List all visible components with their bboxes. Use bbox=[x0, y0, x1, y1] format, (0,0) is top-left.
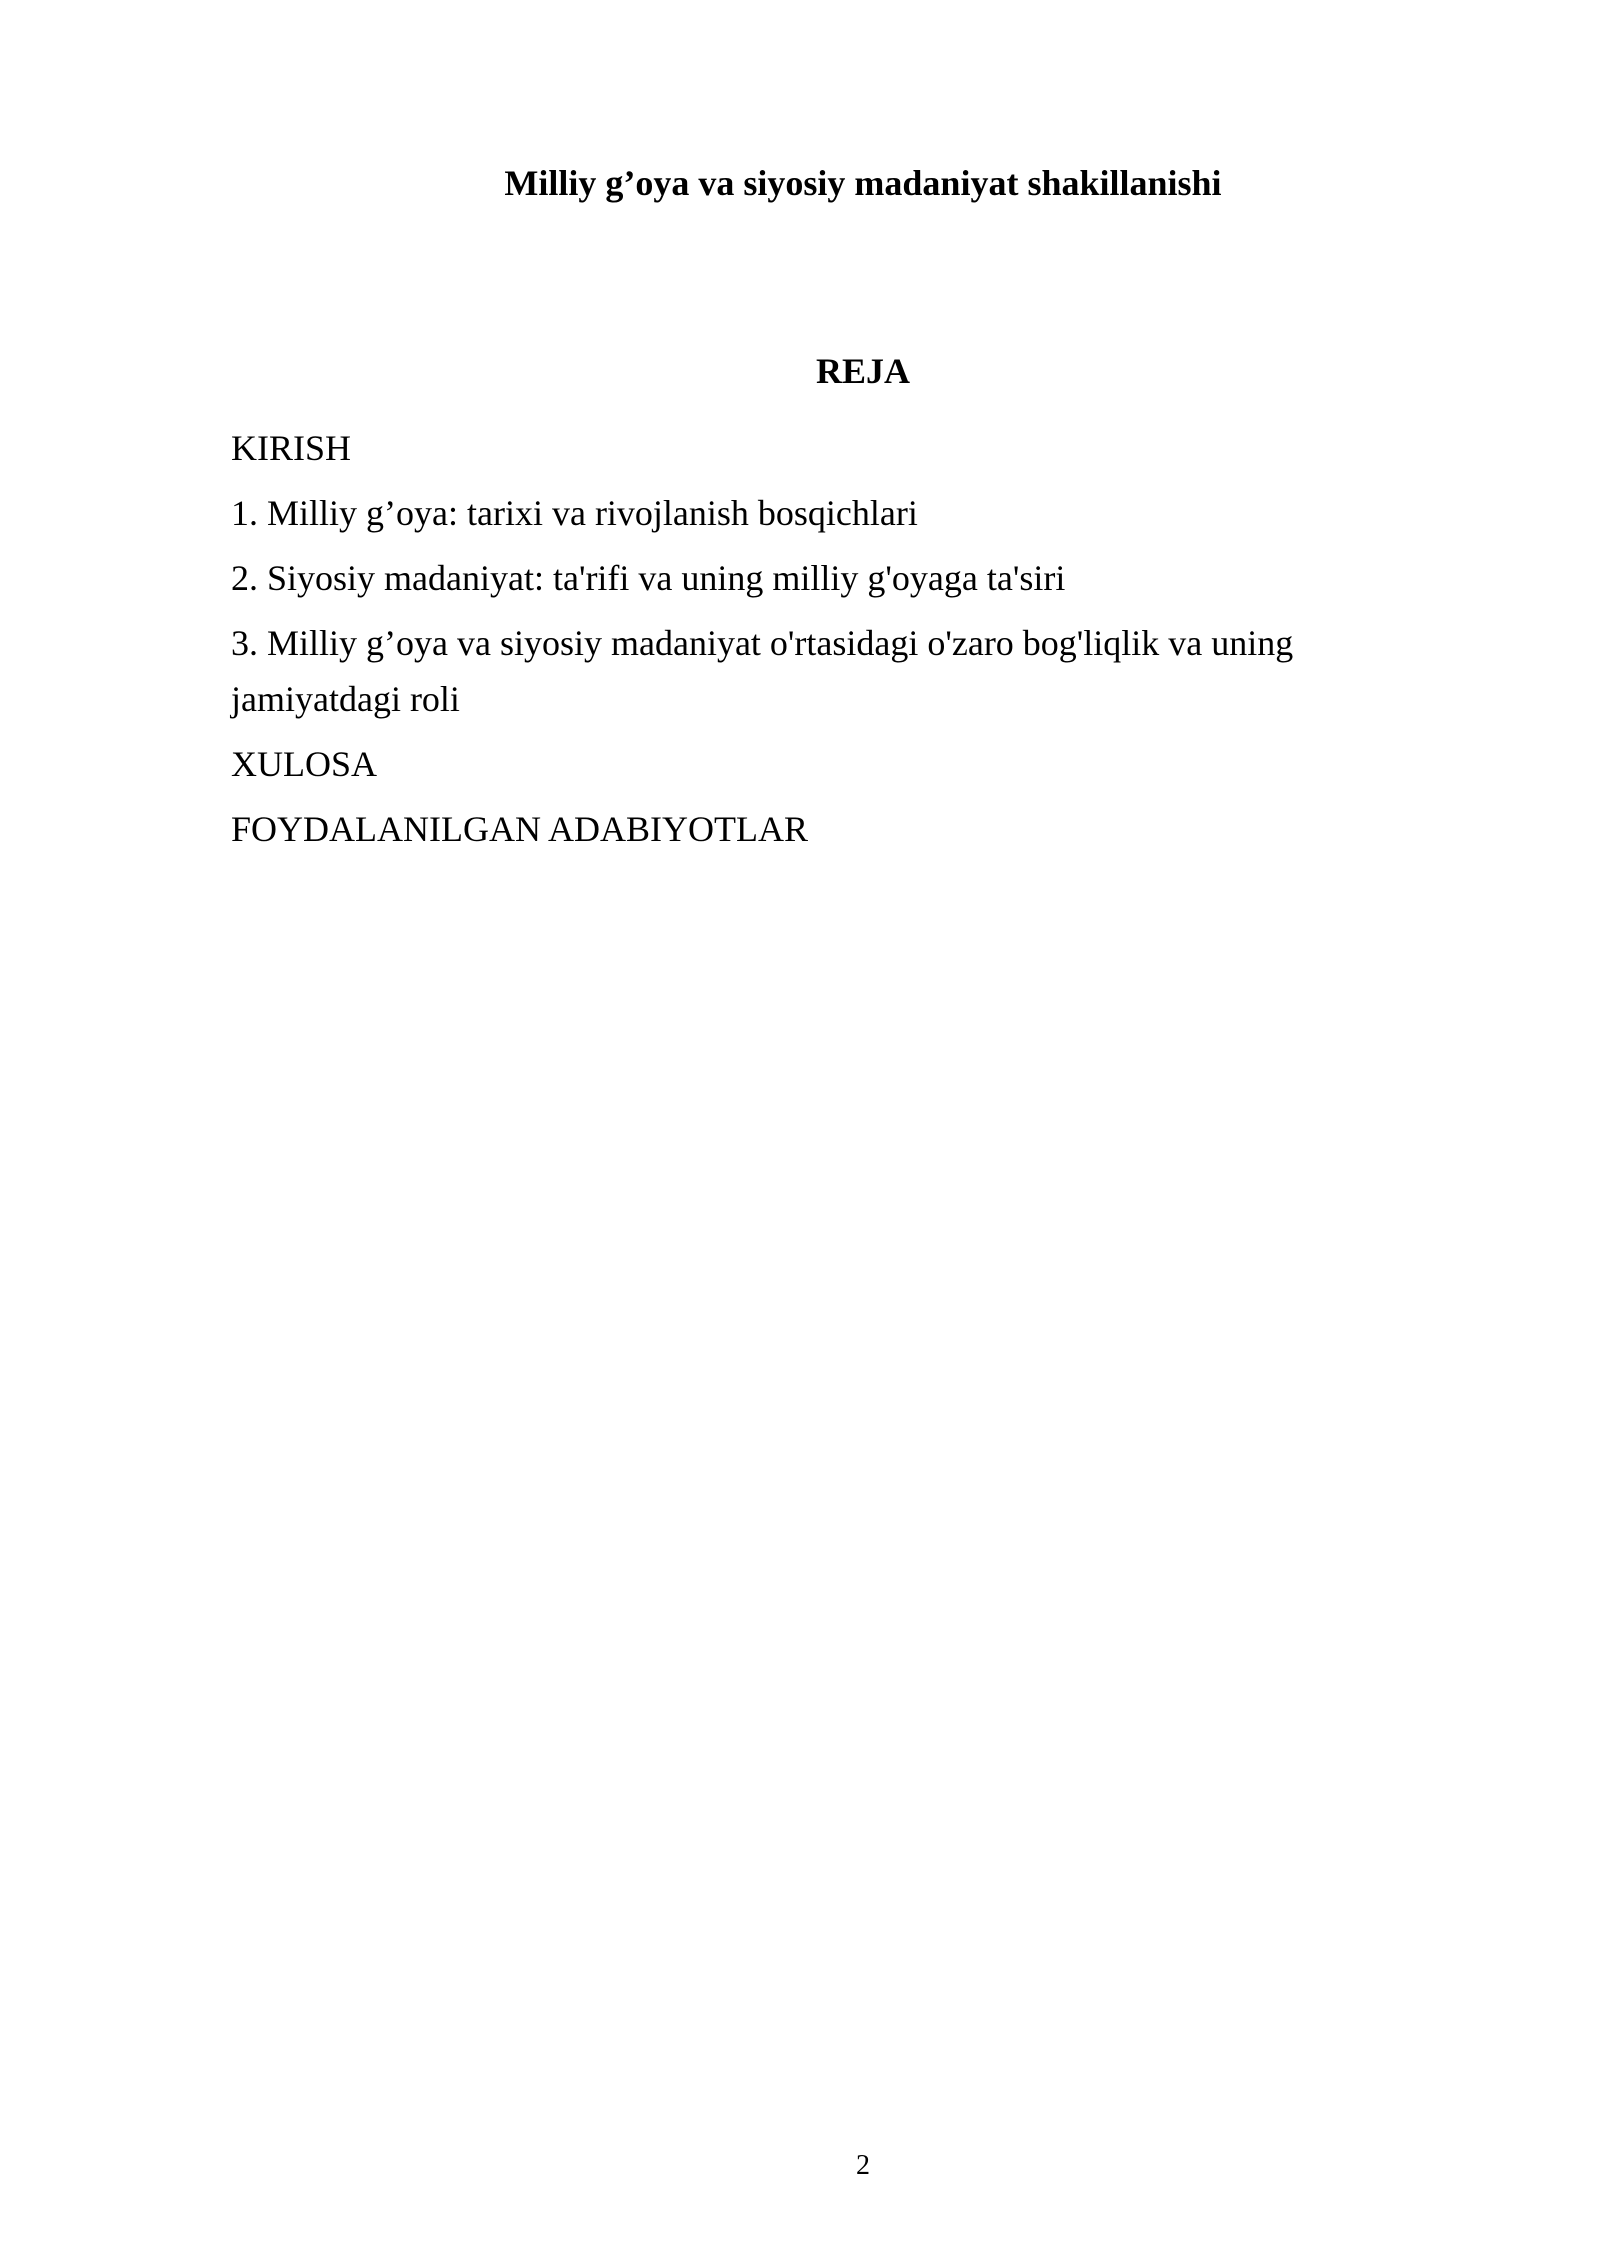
document-title: Milliy g’oya va siyosiy madaniyat shakillanishi bbox=[504, 163, 1222, 203]
plan-list bbox=[231, 420, 1381, 866]
plan-item-introduction: KIRISH bbox=[231, 428, 352, 468]
plan-item-3: 3. Milliy g’oya va siyosiy madaniyat o'rtasidagi o'zaro bog'liqlik va uning jamiyatdagi roli bbox=[231, 623, 1294, 719]
plan-item-1: 1. Milliy g’oya: tarixi va rivojlanish bosqichlari bbox=[231, 493, 918, 533]
plan-item-2: 2. Siyosiy madaniyat: ta'rifi va uning milliy g'oyaga ta'siri bbox=[231, 558, 1066, 598]
plan-item-conclusion: XULOSA bbox=[231, 744, 378, 784]
plan-item-references: FOYDALANILGAN ADABIYOTLAR bbox=[231, 809, 808, 849]
plan-heading: REJA bbox=[815, 351, 910, 391]
page-number: 2 bbox=[856, 2150, 870, 2181]
